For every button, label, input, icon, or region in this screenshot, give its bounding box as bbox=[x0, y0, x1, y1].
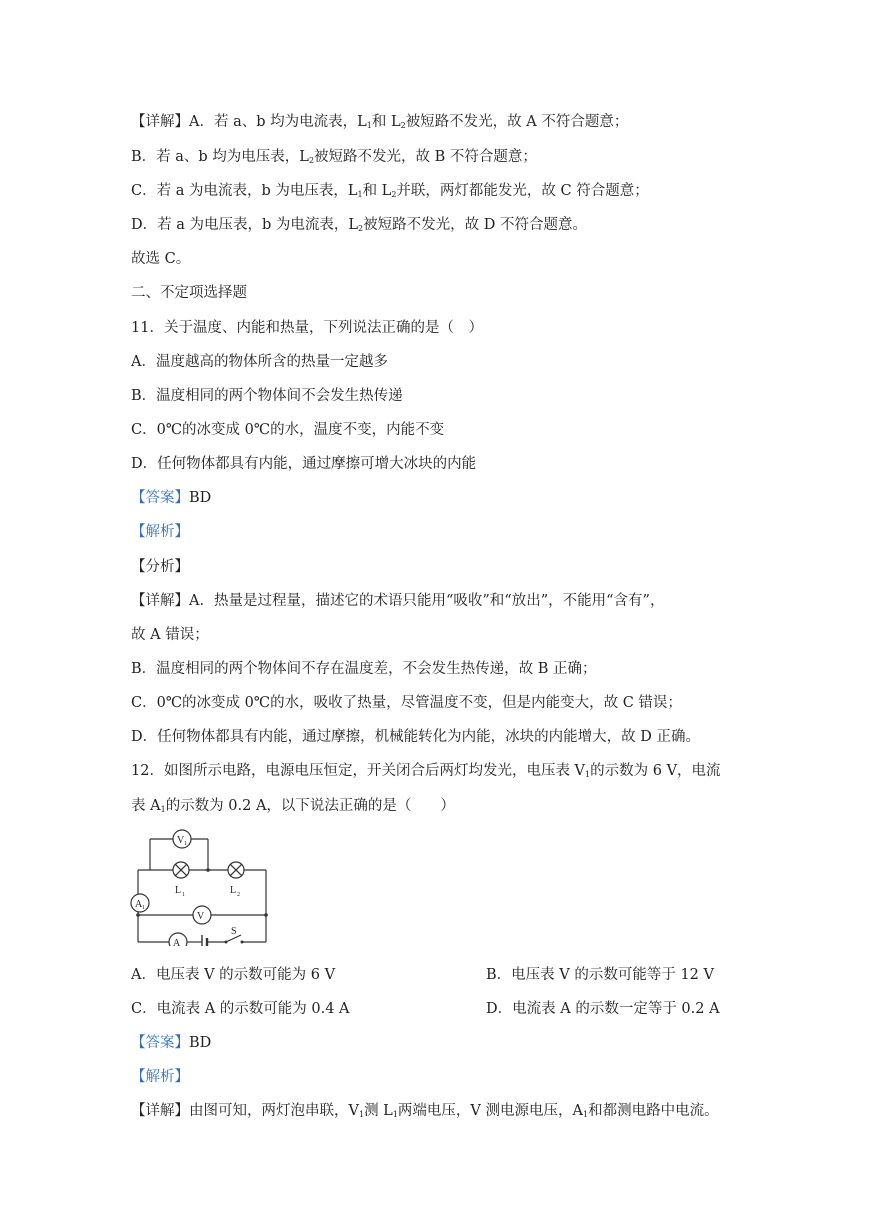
q11-option-c: C．0℃的冰变成 0℃的水，温度不变，内能不变 bbox=[131, 422, 445, 438]
q12-option-d: D．电流表 A 的示数一定等于 0.2 A bbox=[486, 1001, 720, 1017]
q11-option-d: D．任何物体都具有内能，通过摩擦可增大冰块的内能 bbox=[131, 456, 477, 472]
section-title: 二、不定项选择题 bbox=[131, 285, 247, 301]
l2-label: L bbox=[230, 885, 237, 896]
q12-option-a: A．电压表 V 的示数可能为 6 V bbox=[131, 967, 336, 983]
v1-subscript: 1 bbox=[184, 841, 187, 847]
q12-stem-line-1: 12．如图所示电路，电源电压恒定，开关闭合后两灯均发光，电压表 $V_1$的示数为 6 V，电流 bbox=[131, 763, 721, 779]
q12-option-b: B．电压表 V 的示数可能等于 12 V bbox=[486, 967, 714, 983]
l1-subscript: 1 bbox=[182, 892, 185, 898]
circuit-diagram bbox=[128, 826, 273, 946]
q12-stem-line-2: 表 $A_1$的示数为 0.2 A，以下说法正确的是（ ） bbox=[131, 798, 455, 814]
detail-line-3: C．若 a 为电流表，b 为电压表，$L_1$和 $L_2$并联，两灯都能发光，故 C 符合题意； bbox=[131, 183, 649, 199]
q11-detail-line-5: D．任何物体都具有内能，通过摩擦，机械能转化为内能，冰块的内能增大，故 D 正确。 bbox=[131, 729, 700, 745]
v1-label: V bbox=[177, 835, 185, 846]
v-label: V bbox=[197, 911, 205, 922]
q12-detail-line: 【详解】由图可知，两灯泡串联，$V_1$测 $L_1$两端电压，V 测电源电压，$A_1$和都测电路中电流。 bbox=[131, 1103, 719, 1119]
lamp-l1 bbox=[173, 862, 189, 878]
q11-answer: 【答案】BD bbox=[131, 490, 212, 506]
junction-dot bbox=[206, 868, 210, 872]
q12-analysis-tag: 【解析】 bbox=[131, 1069, 189, 1085]
battery bbox=[202, 935, 207, 946]
l1-label: L bbox=[175, 885, 182, 896]
l2-subscript: 2 bbox=[237, 892, 240, 898]
detail-line-2: B．若 a、b 均为电压表，$L_2$被短路不发光，故 B 不符合题意； bbox=[131, 149, 537, 165]
q12-answer: 【答案】BD bbox=[131, 1035, 212, 1051]
q11-detail-line-3: B．温度相同的两个物体间不存在温度差，不会发生热传递，故 B 正确； bbox=[131, 661, 597, 677]
conclusion-line: 故选 C。 bbox=[131, 251, 191, 267]
junction-dot bbox=[136, 913, 140, 917]
switch-label: S bbox=[231, 926, 237, 937]
q12-option-c: C．电流表 A 的示数可能为 0.4 A bbox=[131, 1001, 350, 1017]
lamp-l2 bbox=[228, 862, 244, 878]
q11-detail-line-1: 【详解】A．热量是过程量，描述它的术语只能用“吸收”和“放出”，不能用“含有”， bbox=[131, 593, 665, 609]
a1-label: A bbox=[135, 899, 143, 910]
detail-line-1: 【详解】A．若 a、b 均为电流表，$L_1$和 $L_2$被短路不发光，故 A 不符合题意； bbox=[131, 114, 629, 130]
q11-option-a: A．温度越高的物体所含的热量一定越多 bbox=[131, 354, 388, 370]
q11-analysis-tag: 【解析】 bbox=[131, 524, 189, 540]
detail-line-4: D．若 a 为电压表，b 为电流表，$L_2$被短路不发光，故 D 不符合题意。 bbox=[131, 217, 587, 233]
a-label: A bbox=[173, 938, 181, 946]
q11-fenxi-tag: 【分析】 bbox=[131, 559, 189, 575]
q11-detail-line-2: 故 A 错误； bbox=[131, 627, 209, 643]
q11-detail-line-4: C．0℃的冰变成 0℃的水，吸收了热量，尽管温度不变，但是内能变大，故 C 错误； bbox=[131, 695, 682, 711]
junction-dot bbox=[264, 913, 268, 917]
a1-subscript: 1 bbox=[142, 905, 145, 911]
q11-stem: 11．关于温度、内能和热量，下列说法正确的是（ ） bbox=[131, 320, 483, 336]
q11-option-b: B．温度相同的两个物体间不会发生热传递 bbox=[131, 388, 403, 404]
